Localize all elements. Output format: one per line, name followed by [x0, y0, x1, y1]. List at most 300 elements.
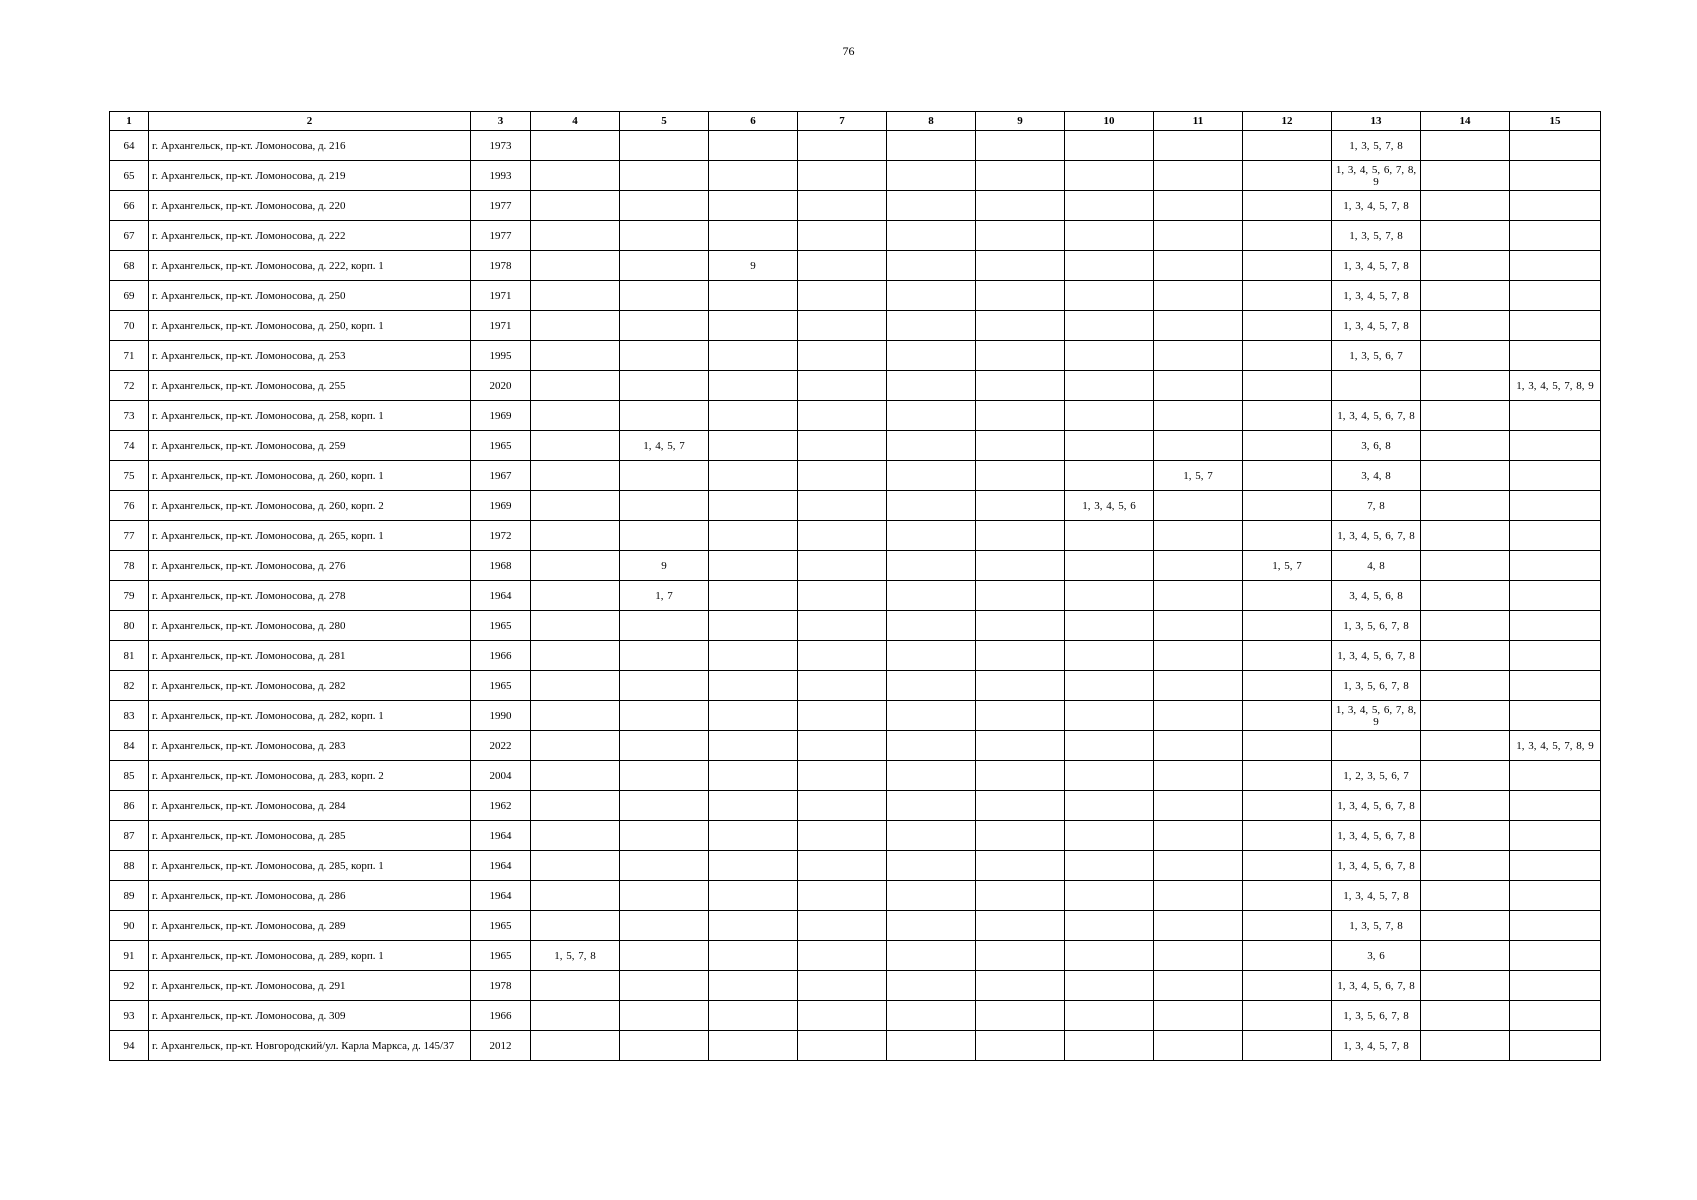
col-14-cell — [1421, 851, 1510, 881]
col-14-cell — [1421, 131, 1510, 161]
col-15-cell — [1510, 641, 1601, 671]
col-13-cell: 1, 3, 4, 5, 6, 7, 8 — [1332, 401, 1421, 431]
row-number-cell: 84 — [110, 731, 149, 761]
col-12-cell — [1243, 191, 1332, 221]
col-6-cell — [709, 911, 798, 941]
col-4-cell — [531, 851, 620, 881]
col-14-cell — [1421, 881, 1510, 911]
col-15-cell — [1510, 611, 1601, 641]
col-10-cell — [1065, 431, 1154, 461]
col-7-cell — [798, 521, 887, 551]
col-4-cell — [531, 731, 620, 761]
col-13-cell: 7, 8 — [1332, 491, 1421, 521]
col-12-cell — [1243, 161, 1332, 191]
row-number-cell: 92 — [110, 971, 149, 1001]
col-4-cell — [531, 551, 620, 581]
col-9-cell — [976, 251, 1065, 281]
col-12-cell — [1243, 671, 1332, 701]
year-cell: 2004 — [471, 761, 531, 791]
col-8-cell — [887, 881, 976, 911]
column-header-11: 11 — [1154, 112, 1243, 131]
row-number-cell: 85 — [110, 761, 149, 791]
col-5-cell — [620, 791, 709, 821]
col-15-cell — [1510, 881, 1601, 911]
col-15-cell — [1510, 461, 1601, 491]
col-14-cell — [1421, 401, 1510, 431]
table-row — [110, 971, 1601, 1001]
col-7-cell — [798, 941, 887, 971]
col-12-cell — [1243, 971, 1332, 1001]
table-row — [110, 521, 1601, 551]
row-number-cell: 94 — [110, 1031, 149, 1061]
column-header-5: 5 — [620, 112, 709, 131]
col-12-cell — [1243, 581, 1332, 611]
col-5-cell — [620, 851, 709, 881]
table-row — [110, 281, 1601, 311]
col-8-cell — [887, 251, 976, 281]
col-10-cell — [1065, 161, 1154, 191]
col-5-cell — [620, 1001, 709, 1031]
col-11-cell — [1154, 341, 1243, 371]
col-6-cell — [709, 671, 798, 701]
table-row — [110, 671, 1601, 701]
address-cell: г. Архангельск, пр-кт. Ломоносова, д. 280 — [149, 611, 471, 641]
col-12-cell — [1243, 491, 1332, 521]
col-12-cell — [1243, 1001, 1332, 1031]
col-4-cell — [531, 911, 620, 941]
col-8-cell — [887, 761, 976, 791]
col-7-cell — [798, 611, 887, 641]
col-11-cell — [1154, 1001, 1243, 1031]
col-9-cell — [976, 821, 1065, 851]
col-9-cell — [976, 611, 1065, 641]
col-9-cell — [976, 491, 1065, 521]
col-13-cell: 1, 3, 5, 6, 7 — [1332, 341, 1421, 371]
col-12-cell — [1243, 461, 1332, 491]
col-6-cell — [709, 881, 798, 911]
col-15-cell — [1510, 1031, 1601, 1061]
col-6-cell — [709, 491, 798, 521]
address-cell: г. Архангельск, пр-кт. Ломоносова, д. 276 — [149, 551, 471, 581]
year-cell: 1978 — [471, 971, 531, 1001]
col-9-cell — [976, 851, 1065, 881]
col-6-cell — [709, 1001, 798, 1031]
col-8-cell — [887, 131, 976, 161]
address-cell: г. Архангельск, пр-кт. Ломоносова, д. 284 — [149, 791, 471, 821]
col-8-cell — [887, 401, 976, 431]
col-7-cell — [798, 1031, 887, 1061]
col-13-cell: 1, 3, 4, 5, 7, 8 — [1332, 1031, 1421, 1061]
col-15-cell — [1510, 1001, 1601, 1031]
col-13-cell: 1, 3, 4, 5, 7, 8 — [1332, 251, 1421, 281]
col-15-cell — [1510, 341, 1601, 371]
col-8-cell — [887, 341, 976, 371]
year-cell: 1964 — [471, 851, 531, 881]
col-13-cell: 3, 4, 8 — [1332, 461, 1421, 491]
col-7-cell — [798, 851, 887, 881]
col-7-cell — [798, 341, 887, 371]
col-4-cell — [531, 251, 620, 281]
col-11-cell — [1154, 221, 1243, 251]
row-number-cell: 81 — [110, 641, 149, 671]
col-10-cell — [1065, 131, 1154, 161]
col-9-cell — [976, 461, 1065, 491]
col-9-cell — [976, 791, 1065, 821]
col-9-cell — [976, 371, 1065, 401]
year-cell: 2022 — [471, 731, 531, 761]
col-8-cell — [887, 971, 976, 1001]
col-10-cell — [1065, 1001, 1154, 1031]
col-6-cell — [709, 281, 798, 311]
col-11-cell — [1154, 131, 1243, 161]
col-5-cell — [620, 971, 709, 1001]
row-number-cell: 69 — [110, 281, 149, 311]
col-14-cell — [1421, 461, 1510, 491]
col-10-cell — [1065, 371, 1154, 401]
col-14-cell — [1421, 941, 1510, 971]
col-10-cell — [1065, 761, 1154, 791]
col-8-cell — [887, 941, 976, 971]
col-4-cell — [531, 221, 620, 251]
col-7-cell — [798, 761, 887, 791]
col-4-cell — [531, 971, 620, 1001]
table-row — [110, 161, 1601, 191]
row-number-cell: 86 — [110, 791, 149, 821]
col-4-cell — [531, 1031, 620, 1061]
col-4-cell — [531, 341, 620, 371]
col-8-cell — [887, 581, 976, 611]
address-cell: г. Архангельск, пр-кт. Новгородский/ул. Карла Маркса, д. 145/37 — [149, 1031, 471, 1061]
col-13-cell: 1, 3, 5, 6, 7, 8 — [1332, 611, 1421, 641]
col-6-cell — [709, 761, 798, 791]
col-15-cell — [1510, 431, 1601, 461]
year-cell: 2020 — [471, 371, 531, 401]
col-13-cell: 3, 6, 8 — [1332, 431, 1421, 461]
year-cell: 1969 — [471, 401, 531, 431]
row-number-cell: 73 — [110, 401, 149, 431]
address-cell: г. Архангельск, пр-кт. Ломоносова, д. 283 — [149, 731, 471, 761]
row-number-cell: 76 — [110, 491, 149, 521]
col-8-cell — [887, 731, 976, 761]
column-header-12: 12 — [1243, 112, 1332, 131]
col-11-cell — [1154, 1031, 1243, 1061]
col-15-cell — [1510, 251, 1601, 281]
col-15-cell: 1, 3, 4, 5, 7, 8, 9 — [1510, 371, 1601, 401]
col-12-cell — [1243, 821, 1332, 851]
page-number: 76 — [842, 44, 855, 58]
col-12-cell — [1243, 1031, 1332, 1061]
col-14-cell — [1421, 581, 1510, 611]
table-row — [110, 821, 1601, 851]
col-10-cell — [1065, 341, 1154, 371]
col-6-cell — [709, 641, 798, 671]
col-15-cell — [1510, 521, 1601, 551]
col-6-cell — [709, 731, 798, 761]
col-5-cell — [620, 881, 709, 911]
col-9-cell — [976, 221, 1065, 251]
row-number-cell: 78 — [110, 551, 149, 581]
col-7-cell — [798, 371, 887, 401]
col-4-cell — [531, 701, 620, 731]
col-13-cell: 1, 3, 5, 6, 7, 8 — [1332, 671, 1421, 701]
col-15-cell — [1510, 791, 1601, 821]
col-13-cell: 1, 3, 4, 5, 7, 8 — [1332, 191, 1421, 221]
col-7-cell — [798, 821, 887, 851]
col-10-cell — [1065, 821, 1154, 851]
col-8-cell — [887, 491, 976, 521]
col-6-cell — [709, 701, 798, 731]
col-15-cell — [1510, 581, 1601, 611]
header-row — [110, 112, 1601, 131]
col-9-cell — [976, 311, 1065, 341]
col-4-cell — [531, 371, 620, 401]
col-7-cell — [798, 161, 887, 191]
col-13-cell: 1, 3, 5, 7, 8 — [1332, 131, 1421, 161]
col-4-cell — [531, 521, 620, 551]
year-cell: 1969 — [471, 491, 531, 521]
col-13-cell: 1, 3, 4, 5, 7, 8 — [1332, 281, 1421, 311]
col-14-cell — [1421, 371, 1510, 401]
col-6-cell — [709, 581, 798, 611]
col-12-cell — [1243, 131, 1332, 161]
col-10-cell — [1065, 281, 1154, 311]
col-14-cell — [1421, 641, 1510, 671]
col-11-cell — [1154, 191, 1243, 221]
col-6-cell — [709, 941, 798, 971]
col-15-cell — [1510, 551, 1601, 581]
col-10-cell — [1065, 911, 1154, 941]
col-10-cell — [1065, 851, 1154, 881]
col-7-cell — [798, 701, 887, 731]
col-5-cell — [620, 611, 709, 641]
column-header-7: 7 — [798, 112, 887, 131]
col-9-cell — [976, 1031, 1065, 1061]
table-row — [110, 251, 1601, 281]
col-11-cell — [1154, 431, 1243, 461]
address-cell: г. Архангельск, пр-кт. Ломоносова, д. 220 — [149, 191, 471, 221]
col-12-cell — [1243, 611, 1332, 641]
col-6-cell — [709, 791, 798, 821]
year-cell: 1965 — [471, 431, 531, 461]
address-cell: г. Архангельск, пр-кт. Ломоносова, д. 255 — [149, 371, 471, 401]
column-header-8: 8 — [887, 112, 976, 131]
col-8-cell — [887, 851, 976, 881]
col-14-cell — [1421, 671, 1510, 701]
col-11-cell — [1154, 371, 1243, 401]
table-row — [110, 461, 1601, 491]
col-8-cell — [887, 221, 976, 251]
year-cell: 1977 — [471, 191, 531, 221]
row-number-cell: 67 — [110, 221, 149, 251]
col-14-cell — [1421, 311, 1510, 341]
col-11-cell — [1154, 251, 1243, 281]
table-row — [110, 611, 1601, 641]
col-15-cell — [1510, 971, 1601, 1001]
col-11-cell — [1154, 521, 1243, 551]
col-9-cell — [976, 701, 1065, 731]
col-14-cell — [1421, 221, 1510, 251]
column-header-4: 4 — [531, 112, 620, 131]
col-4-cell — [531, 431, 620, 461]
col-6-cell — [709, 221, 798, 251]
buildings-table — [109, 111, 1601, 1061]
col-4-cell — [531, 401, 620, 431]
year-cell: 1965 — [471, 611, 531, 641]
col-8-cell — [887, 611, 976, 641]
col-15-cell — [1510, 911, 1601, 941]
col-9-cell — [976, 131, 1065, 161]
col-15-cell — [1510, 221, 1601, 251]
col-15-cell — [1510, 491, 1601, 521]
col-7-cell — [798, 491, 887, 521]
col-12-cell — [1243, 281, 1332, 311]
col-11-cell — [1154, 731, 1243, 761]
row-number-cell: 91 — [110, 941, 149, 971]
row-number-cell: 65 — [110, 161, 149, 191]
col-11-cell — [1154, 761, 1243, 791]
col-6-cell — [709, 311, 798, 341]
column-header-13: 13 — [1332, 112, 1421, 131]
col-7-cell — [798, 251, 887, 281]
col-9-cell — [976, 1001, 1065, 1031]
address-cell: г. Архангельск, пр-кт. Ломоносова, д. 260, корп. 1 — [149, 461, 471, 491]
col-6-cell — [709, 371, 798, 401]
row-number-cell: 83 — [110, 701, 149, 731]
col-13-cell: 3, 4, 5, 6, 8 — [1332, 581, 1421, 611]
table-row — [110, 431, 1601, 461]
col-5-cell — [620, 491, 709, 521]
col-10-cell: 1, 3, 4, 5, 6 — [1065, 491, 1154, 521]
address-cell: г. Архангельск, пр-кт. Ломоносова, д. 222, корп. 1 — [149, 251, 471, 281]
col-15-cell — [1510, 941, 1601, 971]
column-header-15: 15 — [1510, 112, 1601, 131]
col-15-cell — [1510, 701, 1601, 731]
col-14-cell — [1421, 491, 1510, 521]
col-7-cell — [798, 191, 887, 221]
col-9-cell — [976, 191, 1065, 221]
year-cell: 1964 — [471, 881, 531, 911]
col-15-cell — [1510, 761, 1601, 791]
col-13-cell: 1, 3, 5, 7, 8 — [1332, 911, 1421, 941]
col-8-cell — [887, 281, 976, 311]
col-7-cell — [798, 671, 887, 701]
col-10-cell — [1065, 701, 1154, 731]
col-12-cell — [1243, 761, 1332, 791]
col-11-cell — [1154, 821, 1243, 851]
col-11-cell — [1154, 311, 1243, 341]
col-7-cell — [798, 431, 887, 461]
col-12-cell — [1243, 311, 1332, 341]
col-5-cell — [620, 1031, 709, 1061]
col-14-cell — [1421, 611, 1510, 641]
year-cell: 1971 — [471, 281, 531, 311]
table-row — [110, 1031, 1601, 1061]
col-7-cell — [798, 281, 887, 311]
col-12-cell — [1243, 401, 1332, 431]
col-7-cell — [798, 641, 887, 671]
column-header-3: 3 — [471, 112, 531, 131]
row-number-cell: 79 — [110, 581, 149, 611]
col-6-cell — [709, 851, 798, 881]
col-13-cell: 1, 3, 4, 5, 6, 7, 8 — [1332, 641, 1421, 671]
row-number-cell: 70 — [110, 311, 149, 341]
address-cell: г. Архангельск, пр-кт. Ломоносова, д. 259 — [149, 431, 471, 461]
address-cell: г. Архангельск, пр-кт. Ломоносова, д. 219 — [149, 161, 471, 191]
col-4-cell — [531, 671, 620, 701]
col-6-cell — [709, 191, 798, 221]
table-row — [110, 191, 1601, 221]
address-cell: г. Архангельск, пр-кт. Ломоносова, д. 309 — [149, 1001, 471, 1031]
table-row — [110, 221, 1601, 251]
col-7-cell — [798, 791, 887, 821]
address-cell: г. Архангельск, пр-кт. Ломоносова, д. 289 — [149, 911, 471, 941]
col-13-cell: 1, 3, 4, 5, 7, 8 — [1332, 311, 1421, 341]
col-12-cell — [1243, 221, 1332, 251]
col-11-cell — [1154, 911, 1243, 941]
table-row — [110, 131, 1601, 161]
col-5-cell — [620, 641, 709, 671]
row-number-cell: 89 — [110, 881, 149, 911]
table-row — [110, 851, 1601, 881]
col-5-cell — [620, 341, 709, 371]
column-header-1: 1 — [110, 112, 149, 131]
address-cell: г. Архангельск, пр-кт. Ломоносова, д. 289, корп. 1 — [149, 941, 471, 971]
col-11-cell — [1154, 161, 1243, 191]
address-cell: г. Архангельск, пр-кт. Ломоносова, д. 283, корп. 2 — [149, 761, 471, 791]
col-11-cell — [1154, 401, 1243, 431]
col-13-cell: 1, 3, 5, 6, 7, 8 — [1332, 1001, 1421, 1031]
year-cell: 1977 — [471, 221, 531, 251]
address-cell: г. Архангельск, пр-кт. Ломоносова, д. 253 — [149, 341, 471, 371]
col-11-cell — [1154, 611, 1243, 641]
col-13-cell: 1, 3, 4, 5, 6, 7, 8 — [1332, 821, 1421, 851]
col-12-cell: 1, 5, 7 — [1243, 551, 1332, 581]
col-4-cell — [531, 761, 620, 791]
col-8-cell — [887, 191, 976, 221]
col-10-cell — [1065, 311, 1154, 341]
col-6-cell — [709, 341, 798, 371]
col-10-cell — [1065, 941, 1154, 971]
table-row — [110, 761, 1601, 791]
col-11-cell — [1154, 701, 1243, 731]
col-14-cell — [1421, 251, 1510, 281]
table-row — [110, 911, 1601, 941]
table-row — [110, 1001, 1601, 1031]
year-cell: 1995 — [471, 341, 531, 371]
table-row — [110, 731, 1601, 761]
col-14-cell — [1421, 281, 1510, 311]
year-cell: 1966 — [471, 641, 531, 671]
year-cell: 1978 — [471, 251, 531, 281]
col-14-cell — [1421, 971, 1510, 1001]
col-7-cell — [798, 311, 887, 341]
year-cell: 1973 — [471, 131, 531, 161]
col-10-cell — [1065, 671, 1154, 701]
col-13-cell: 1, 3, 4, 5, 6, 7, 8 — [1332, 521, 1421, 551]
col-8-cell — [887, 791, 976, 821]
column-header-10: 10 — [1065, 112, 1154, 131]
col-13-cell: 4, 8 — [1332, 551, 1421, 581]
col-15-cell — [1510, 161, 1601, 191]
col-5-cell — [620, 521, 709, 551]
col-6-cell — [709, 131, 798, 161]
col-12-cell — [1243, 251, 1332, 281]
col-12-cell — [1243, 341, 1332, 371]
year-cell: 1968 — [471, 551, 531, 581]
col-5-cell — [620, 191, 709, 221]
col-11-cell — [1154, 791, 1243, 821]
col-5-cell — [620, 461, 709, 491]
